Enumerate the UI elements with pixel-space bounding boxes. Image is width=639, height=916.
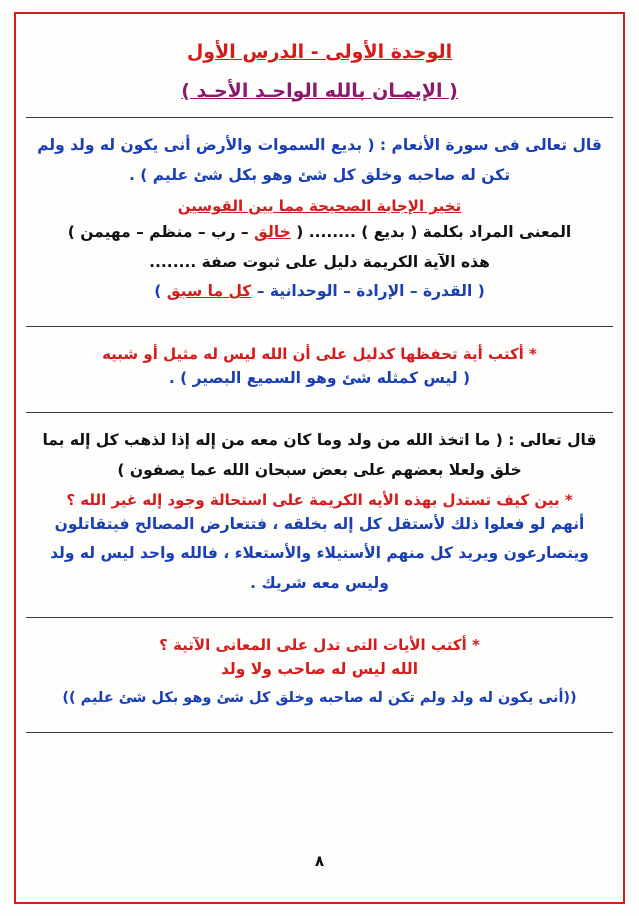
answer-line-1: أنهم لو فعلوا ذلك لأستقل كل إله بخلقه ، فتتعارض المصالح فيتقاتلون xyxy=(54,514,585,533)
section-quran-anaam xyxy=(26,128,613,314)
question-2-options xyxy=(26,278,613,306)
page-content xyxy=(26,24,613,896)
question-2-text: هذه الآية الكريمة دليل على ثبوت صفة ........ xyxy=(149,252,490,271)
divider xyxy=(26,732,613,733)
divider xyxy=(26,117,613,118)
section-quran-anbiya xyxy=(26,423,613,605)
answer-write-verse: ( ليس كمثله شئ وهو السميع البصير ) . xyxy=(168,368,471,387)
verse-line-2: تكن له صاحبه وخلق كل شئ وهو بكل شئ عليم ) . xyxy=(128,165,511,184)
question-1-answer: خالق xyxy=(254,223,291,242)
question-1-options: – رب – منظم – مهيمن ) xyxy=(67,223,249,242)
answer-verse: ((أنى يكون له ولد ولم تكن له صاحبه وخلق كل شئ وهو بكل شئ عليم )) xyxy=(62,689,577,706)
section-write-verse xyxy=(26,337,613,401)
question-write-verses: * أكتب الأيات التى تدل على المعانى الآتية ؟ xyxy=(159,636,480,655)
lesson-subtitle: ( الإيمـان بالله الواحـد الأحـد ) xyxy=(181,79,458,102)
page-number: ٨ xyxy=(314,852,325,870)
verse2-line-2: خلق ولعلا بعضهم على بعض سبحان الله عما يصفون ) xyxy=(117,461,522,480)
question-2-answer: كل ما سبق xyxy=(166,282,252,301)
choose-correct-answer-heading: تخير الإجابة الصحيحة مما بين القوسين xyxy=(177,197,462,216)
answer-line-3: وليس معه شريك . xyxy=(250,573,389,592)
question-1 xyxy=(26,219,613,247)
verse-line-1: قال تعالى فى سورة الأنعام : ( بديع السموات والأرض أنى يكون له ولد ولم xyxy=(37,136,602,154)
question-explain-evidence: * بين كيف تستدل بهذه الأيه الكريمة على استحالة وجود إله غير الله ؟ xyxy=(66,490,573,509)
question-1-prefix: المعنى المراد بكلمة ( بديع ) ........ ( xyxy=(296,223,572,242)
question-2-options-suffix: ) xyxy=(154,282,162,301)
verse2-line-1: قال تعالى : ( ما اتخذ الله من ولد وما كان معه من إله إذا لذهب كل إله بما xyxy=(42,431,597,450)
lesson-title: الوحدة الأولى - الدرس الأول xyxy=(186,41,453,63)
question-write-verse: * أكتب أية تحفظها كدليل على أن الله ليس له مثيل أو شبيه xyxy=(102,344,537,363)
meaning-text: الله ليس له صاحب ولا ولد xyxy=(220,660,419,679)
answer-line-2: ويتصارعون ويريد كل منهم الأستيلاء والأستعلاء ، فالله واحد ليس له ولد xyxy=(50,544,589,563)
divider xyxy=(26,412,613,413)
section-write-matching-verses xyxy=(26,628,613,719)
divider xyxy=(26,617,613,618)
question-2-options-prefix: ( القدرة – الإرادة – الوحدانية – xyxy=(256,282,485,301)
divider xyxy=(26,326,613,327)
